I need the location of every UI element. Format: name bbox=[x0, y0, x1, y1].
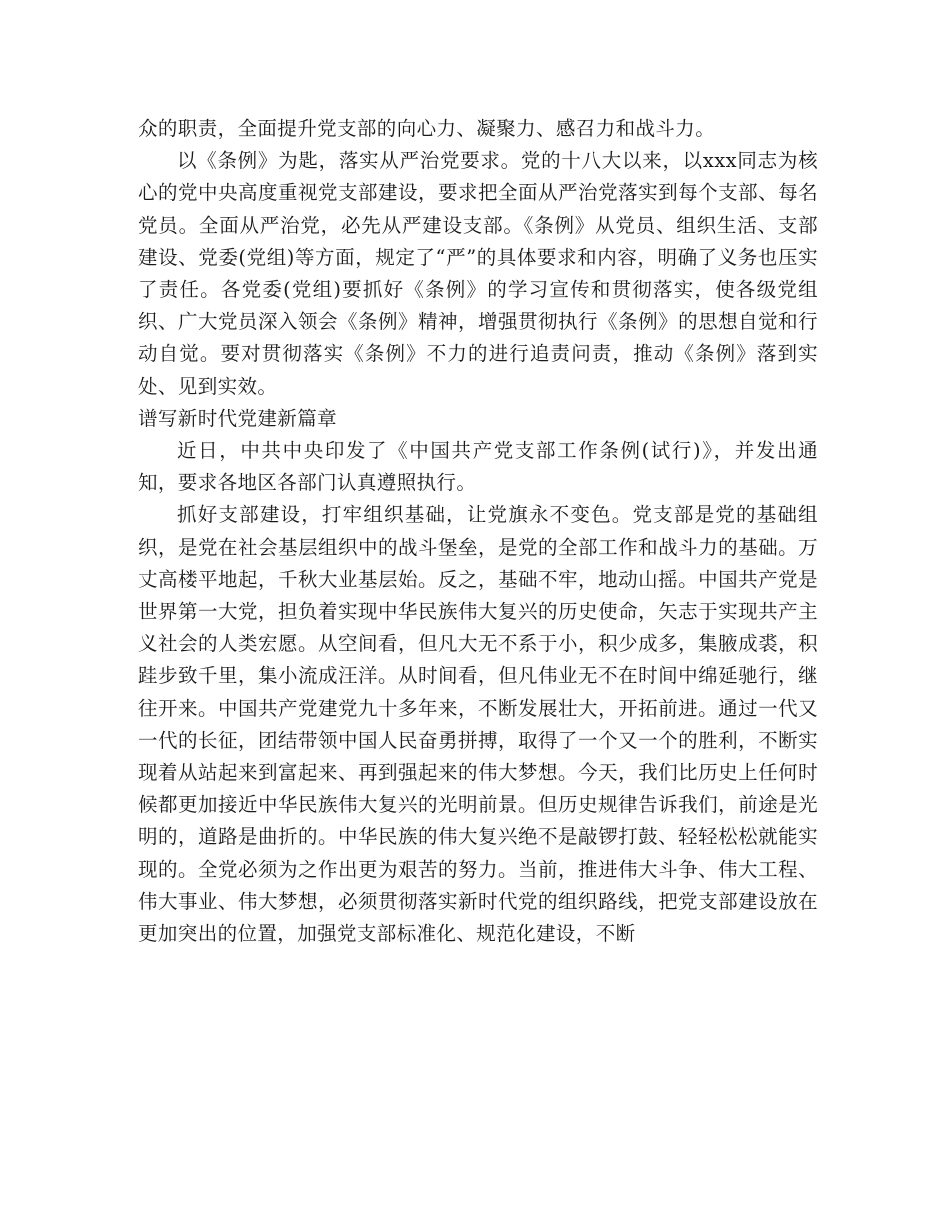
paragraph-regulation-key: 以《条例》为匙，落实从严治党要求。党的十八大以来，以xxx同志为核心的党中央高度重视党支部建设，要求把全面从严治党落实到每个支部、每名党员。全面从严治党，必先从严建设支部。《条例》从党员、组织生活、支部建设、党委(党组)等方面，规定了“严”的具体要求和内容，明确了义务也压实了责任。各党委(党组)要抓好《条例》的学习宣传和贯彻落实，使各级党组织、广大党员深入领会《条例》精神，增强贯彻执行《条例》的思想自觉和行动自觉。要对贯彻落实《条例》不力的进行追责问责，推动《条例》落到实处、见到实效。 bbox=[138, 149, 818, 398]
document-body bbox=[138, 113, 818, 950]
paragraph-branch-building: 抓好支部建设，打牢组织基础，让党旗永不变色。党支部是党的基础组织，是党在社会基层组织中的战斗堡垒，是党的全部工作和战斗力的基础。万丈高楼平地起，千秋大业基层始。反之，基础不牢，地动山摇。中国共产党是世界第一大党，担负着实现中华民族伟大复兴的历史使命，矢志于实现共产主义社会的人类宏愿。从空间看，但凡大无不系于小，积少成多，集腋成裘，积跬步致千里，集小流成汪洋。从时间看，但凡伟业无不在时间中绵延驰行，继往开来。中国共产党建党九十多年来，不断发展壮大，开拓前进。通过一代又一代的长征，团结带领中国人民奋勇拼搏，取得了一个又一个的胜利，不断实现着从站起来到富起来、再到强起来的伟大梦想。今天，我们比历史上任何时候都更加接近中华民族伟大复兴的光明前景。但历史规律告诉我们，前途是光明的，道路是曲折的。中华民族的伟大复兴绝不是敲锣打鼓、轻轻松松就能实现的。全党必须为之作出更为艰苦的努力。当前，推进伟大斗争、伟大工程、伟大事业、伟大梦想，必须贯彻落实新时代党的组织路线，把党支部建设放在更加突出的位置，加强党支部标准化、规范化建设，不断 bbox=[138, 503, 818, 946]
paragraph-notice: 近日，中共中央印发了《中国共产党支部工作条例(试行)》，并发出通知，要求各地区各部门认真遵照执行。 bbox=[138, 439, 818, 495]
section-heading: 谱写新时代党建新篇章 bbox=[138, 406, 338, 430]
paragraph-continuation: 众的职责，全面提升党支部的向心力、凝聚力、感召力和战斗力。 bbox=[138, 117, 716, 140]
